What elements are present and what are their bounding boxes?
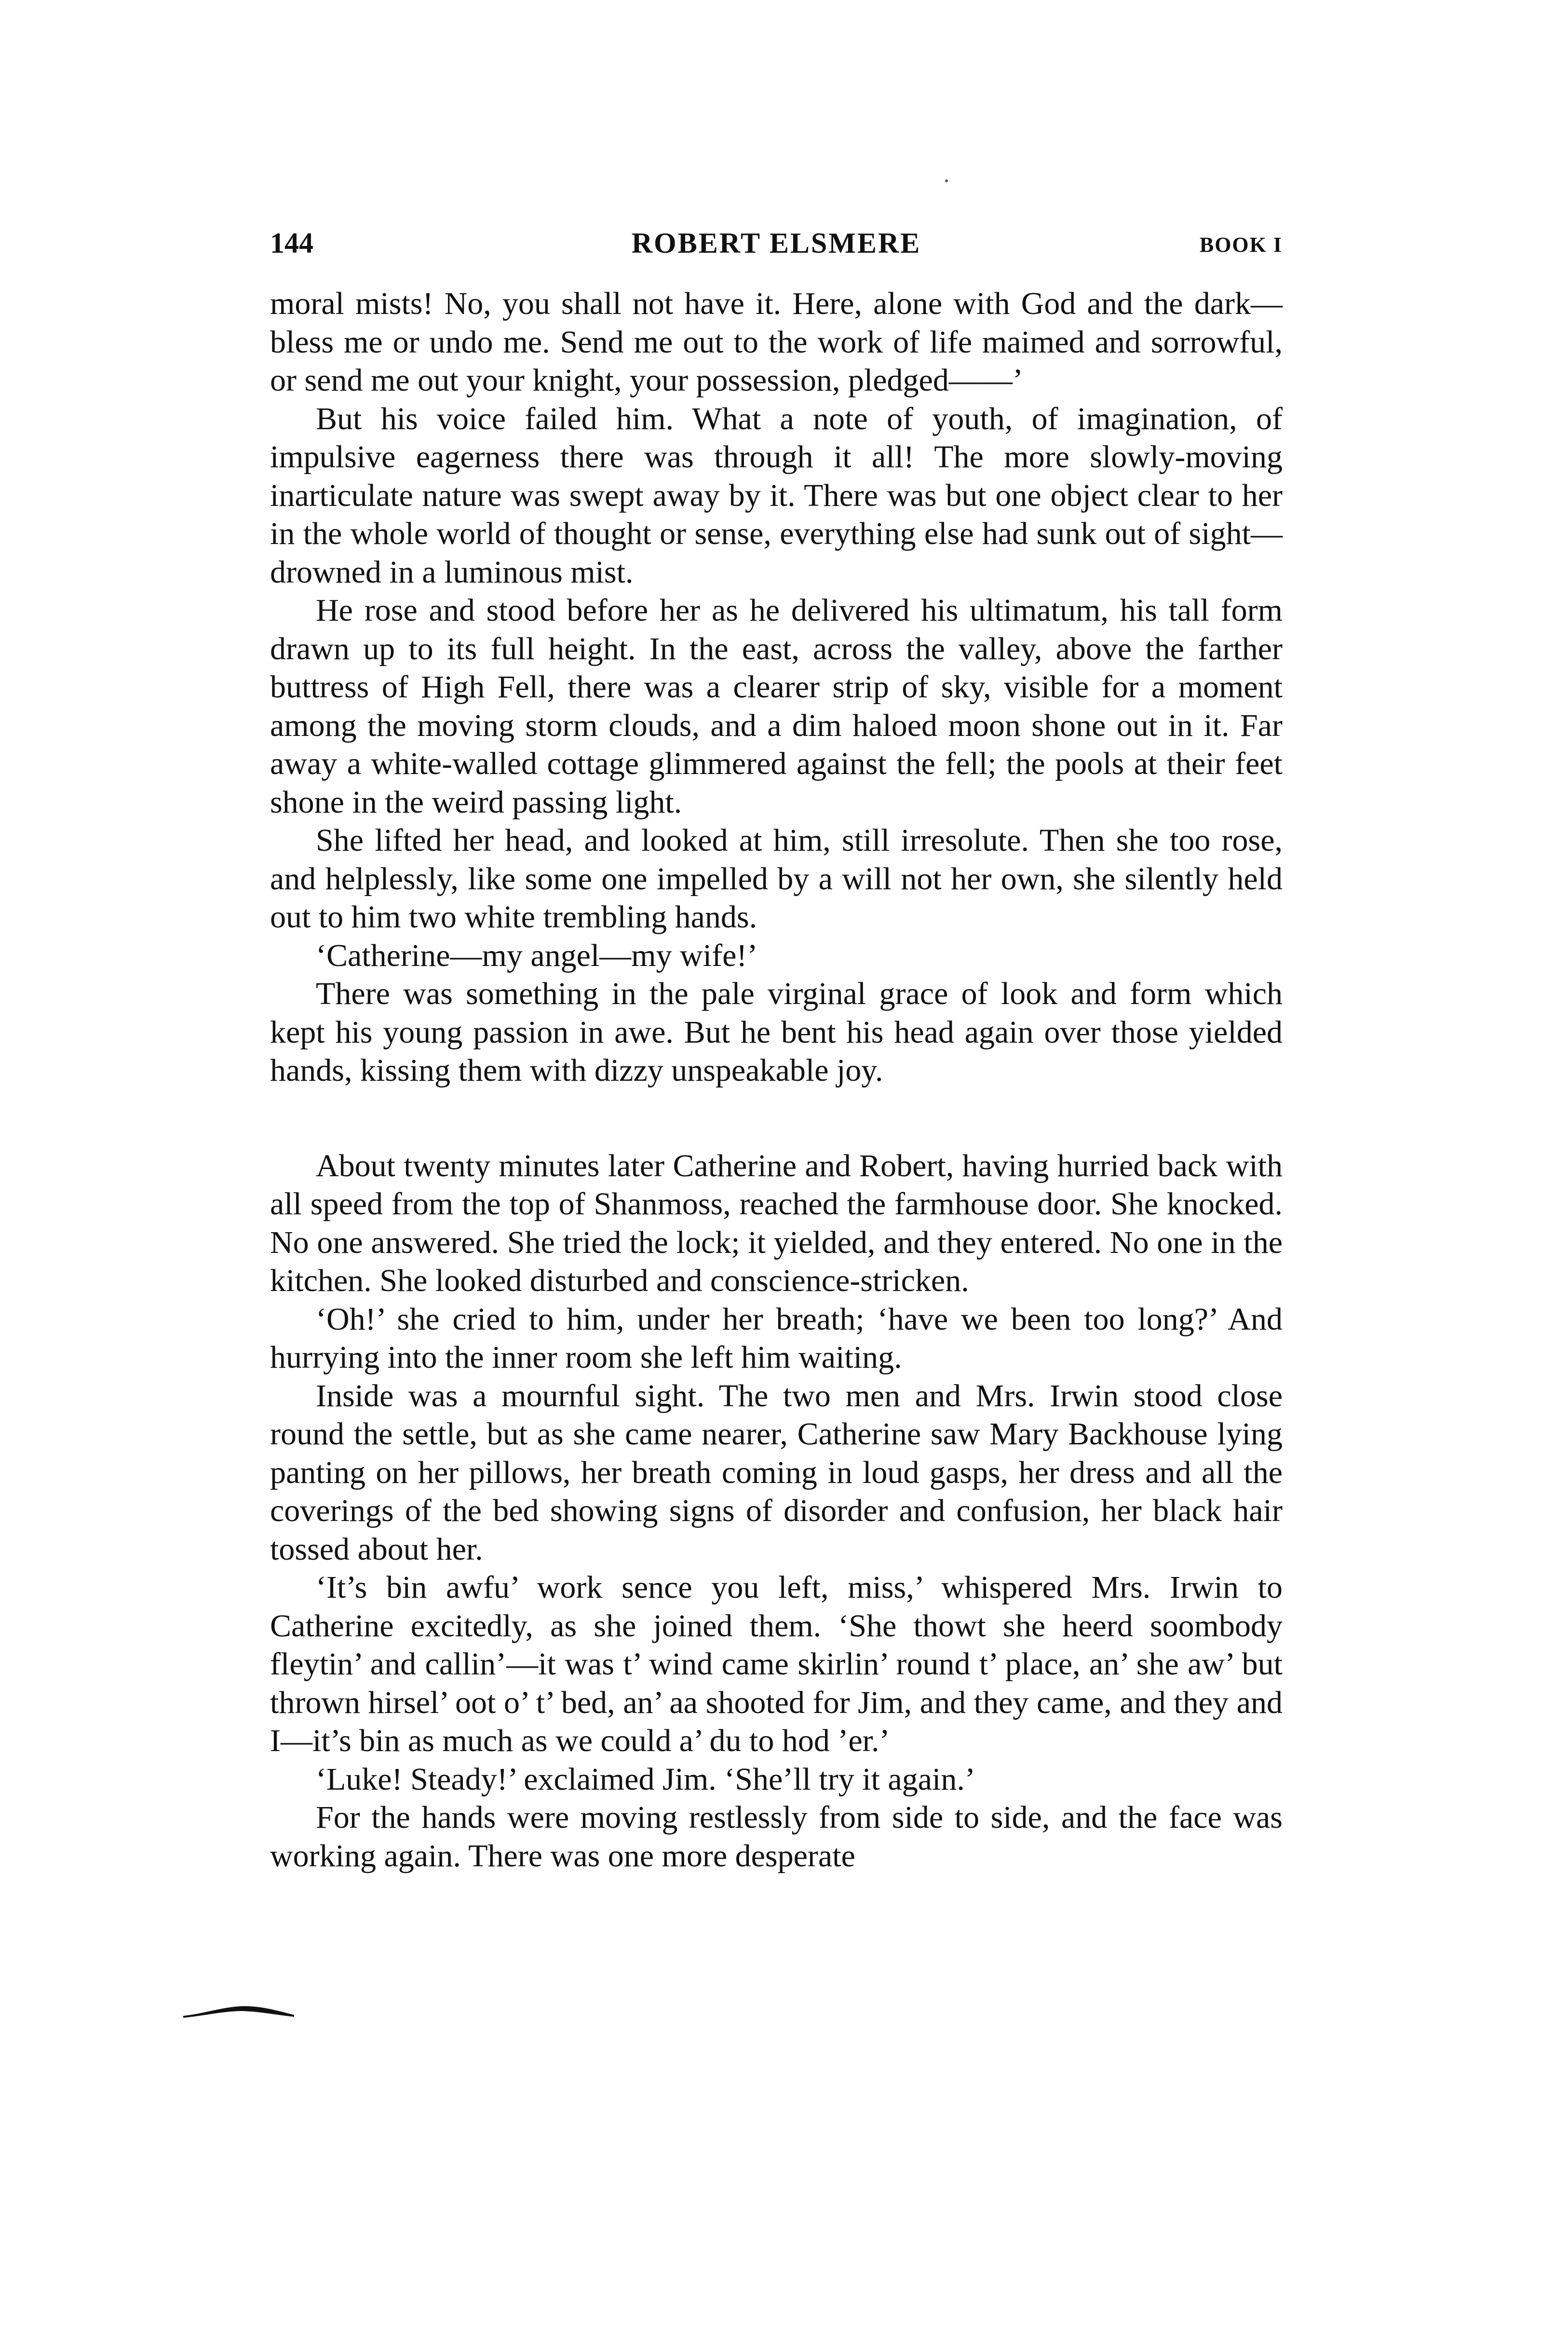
ink-mark-ornament [183,2001,294,2021]
paragraph: She lifted her head, and looked at him, still irresolute. Then she too rose, and helplessly, like some one impelled by a will not her own, she silently held out to him two white trembling hands. [270,823,1283,935]
body-text [270,285,1283,1875]
paragraph: ‘Luke! Steady!’ exclaimed Jim. ‘She’ll try it again.’ [316,1761,975,1797]
paragraph: Inside was a mournful sight. The two men and Mrs. Irwin stood close round the settle, but as she came nearer, Catherine saw Mary Backhouse lying panting on her pillows, her breath coming in loud gasps, her dress and all the coverings of the bed showing signs of disorder and confusion, her black hair tossed about her. [270,1378,1283,1567]
paragraph: But his voice failed him. What a note of youth, of imagination, of impulsive eagerness there was through it all! The more slowly-moving inarticulate nature was swept away by it. There was but one object clear to her in the whole world of thought or sense, everything else had sunk out of sight—drowned in a luminous mist. [270,401,1283,590]
print-speck [945,179,948,182]
book-part-label: BOOK I [1199,233,1283,257]
running-head [270,227,1283,265]
page-number: 144 [270,227,313,259]
paragraph: There was something in the pale virginal grace of look and form which kept his young passion in awe. But he bent his head again over those yielded hands, kissing them with dizzy unspeakable joy. [270,976,1283,1088]
paragraph: He rose and stood before her as he delivered his ultimatum, his tall form drawn up to its full height. In the east, across the valley, above the farther buttress of High Fell, there was a clearer strip of sky, visible for a moment among the moving storm clouds, and a dim haloed moon shone out in it. Far away a white-walled cottage glimmered against the fell; the pools at their feet shone in the weird passing light. [270,593,1283,820]
paragraph: About twenty minutes later Catherine and Robert, having hurried back with all speed from the top of Shanmoss, reached the farmhouse door. She knocked. No one answered. She tried the lock; it yielded, and they entered. No one in the kitchen. She looked disturbed and conscience-stricken. [270,1148,1283,1298]
paragraph: ‘Oh!’ she cried to him, under her breath; ‘have we been too long?’ And hurrying into the inner room she left him waiting. [270,1301,1283,1375]
paragraph: ‘Catherine—my angel—my wife!’ [316,938,758,973]
paragraph: ‘It’s bin awfu’ work sence you left, miss,’ whispered Mrs. Irwin to Catherine excitedly, as she joined them. ‘She thowt she heerd soombody fleytin’ and callin’—it was t’ wind came skirlin’ round t’ place, an’ she aw’ but thrown hirsel’ oot o’ t’ bed, an’ aa shooted for Jim, and they came, and they and I—it’s bin as much as we could a’ du to hod ’er.’ [270,1570,1283,1758]
book-title: ROBERT ELSMERE [631,227,921,259]
paragraph: moral mists! No, you shall not have it. Here, alone with God and the dark—bless me or undo me. Send me out to the work of life maimed and sorrowful, or send me out your knight, your possession, pledged——’ [270,286,1283,398]
paragraph: For the hands were moving restlessly from side to side, and the face was working again. There was one more desperate [270,1800,1283,1874]
